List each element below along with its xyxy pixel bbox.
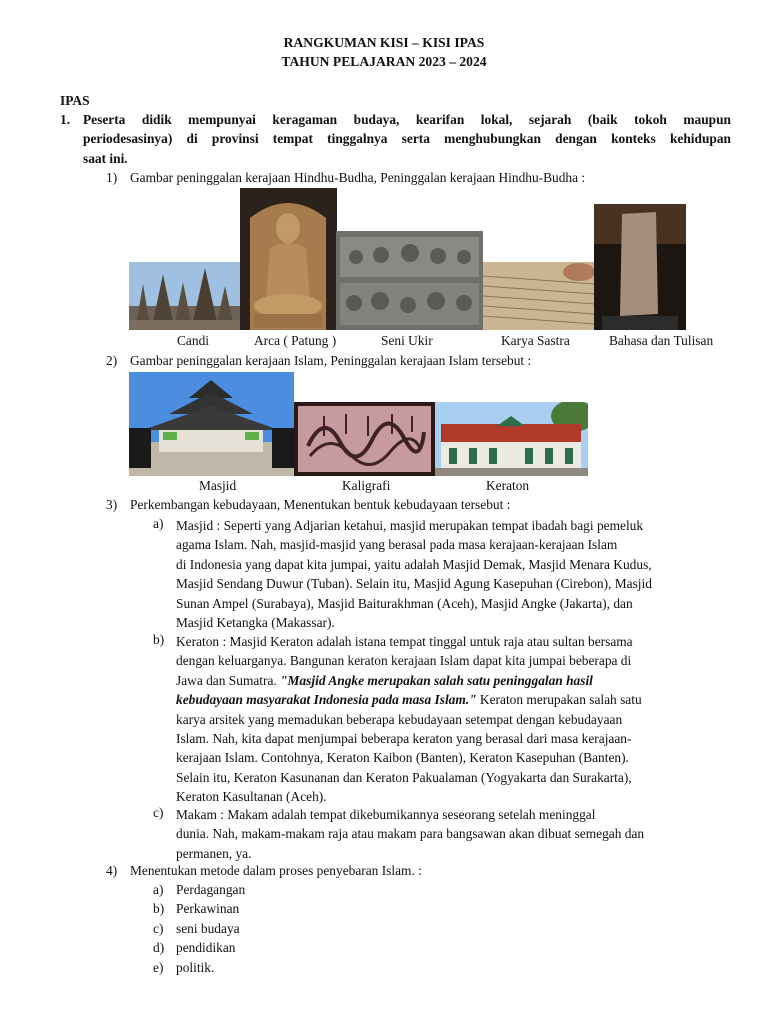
option-label: a): [153, 882, 164, 897]
seni-ukir-image: [336, 231, 483, 330]
para-line: di Indonesia yang dapat kita jumpai, yaitu adalah Masjid Demak, Masjid Menara Kudus,: [176, 556, 652, 572]
option-text: seni budaya: [176, 921, 240, 936]
para-line: dengan keluarganya. Bangunan keraton kerajaan Islam dapat kita jumpai beberapa di: [176, 653, 632, 669]
option-label: d): [153, 940, 165, 955]
emphasis-quote: kebudayaan masyarakat Indonesia pada masa Islam.": [176, 692, 477, 708]
doc-title: RANGKUMAN KISI – KISI IPAS: [283, 35, 485, 50]
sub-label-b: b): [153, 632, 165, 647]
item-text: Perkembangan kebudayaan, Menentukan bentuk kebudayaan tersebut :: [130, 497, 511, 512]
para-line: karya arsitek yang memadukan beberapa kebudayaan setempat dengan kebudayaan: [176, 711, 623, 727]
item-text: Gambar peninggalan kerajaan Islam, Peninggalan kerajaan Islam tersebut :: [130, 353, 532, 368]
option-label: e): [153, 960, 164, 975]
makam-paragraph: [176, 805, 732, 863]
doc-subtitle: TAHUN PELAJARAN 2023 – 2024: [281, 54, 487, 69]
bahasa-tulisan-image: [594, 204, 686, 330]
item-text: Menentukan metode dalam proses penyebaran Islam. :: [130, 863, 422, 878]
para-line: permanen, ya.: [176, 845, 252, 861]
item-number: 4): [106, 863, 118, 878]
candi-image: [129, 262, 241, 330]
emphasis-quote: "Masjid Angke merupakan salah satu peninggalan hasil: [280, 672, 593, 688]
option-text: Perkawinan: [176, 901, 240, 916]
para-line: Makam : Makam adalah tempat dikebumikannya seseorang setelah meninggal: [176, 807, 596, 822]
item-number: 2): [106, 353, 118, 368]
para-line: [176, 690, 732, 709]
sub-label-c: c): [153, 805, 164, 820]
para-line: Keraton Kasultanan (Aceh).: [176, 789, 327, 805]
para-line: Masjid Sendang Duwur (Tuban). Selain itu, Masjid Agung Kasepuhan (Cirebon), Masjid: [176, 576, 652, 592]
keraton-image: [435, 402, 588, 476]
para-line: Sunan Ampel (Surabaya), Masjid Baiturakhman (Aceh), Masjid Angke (Jakarta), dan: [176, 595, 633, 611]
para-text: Jawa dan Sumatra.: [176, 672, 281, 688]
para-line: Islam. Nah, kita dapat menjumpai beberapa keraton yang berasal dari masa kerajaan-: [176, 731, 632, 747]
point-line-3: saat ini.: [83, 151, 128, 166]
option-text: Perdagangan: [176, 882, 246, 897]
sub-label-a: a): [153, 516, 164, 531]
karya-sastra-image: [483, 262, 595, 330]
para-line: Masjid : Seperti yang Adjarian ketahui, masjid merupakan tempat ibadah bagi pemeluk: [176, 518, 644, 533]
point-number: 1.: [60, 112, 71, 127]
caption-seni-ukir: Seni Ukir: [381, 333, 433, 348]
para-text: Keraton merupakan salah satu: [476, 692, 642, 708]
para-line: kerajaan Islam. Contohnya, Keraton Kaibon (Banten), Keraton Kasepuhan (Banten).: [176, 750, 629, 766]
caption-kaligrafi: Kaligrafi: [342, 478, 391, 493]
caption-bahasa-tulisan: Bahasa dan Tulisan: [609, 333, 714, 348]
para-line: Masjid Ketangka (Makassar).: [176, 615, 335, 631]
para-line: agama Islam. Nah, masjid-masjid yang berasal pada masa kerajaan-kerajaan Islam: [176, 537, 618, 553]
caption-masjid: Masjid: [199, 478, 237, 493]
arca-image: [240, 188, 337, 330]
caption-karya-sastra: Karya Sastra: [501, 333, 570, 348]
kaligrafi-image: [294, 402, 435, 476]
masjid-image: [129, 372, 294, 476]
caption-arca: Arca ( Patung ): [254, 333, 337, 348]
para-line: Keraton : Masjid Keraton adalah istana tempat tinggal untuk raja atau sultan bersama: [176, 634, 633, 649]
item-number: 3): [106, 497, 118, 512]
caption-candi: Candi: [177, 333, 209, 348]
option-text: pendidikan: [176, 940, 236, 955]
option-label: b): [153, 901, 165, 916]
masjid-paragraph: [176, 516, 732, 632]
para-line: [176, 671, 732, 690]
option-label: c): [153, 921, 164, 936]
item-text: Gambar peninggalan kerajaan Hindhu-Budha, Peninggalan kerajaan Hindhu-Budha :: [130, 170, 586, 185]
caption-keraton: Keraton: [486, 478, 530, 493]
subject-heading: IPAS: [60, 93, 90, 108]
para-line: Selain itu, Keraton Kasunanan dan Keraton Pakualaman (Yogyakarta dan Surakarta),: [176, 769, 632, 785]
keraton-paragraph: [176, 632, 732, 807]
para-line: dunia. Nah, makam-makam raja atau makam para bangsawan akan dibuat semegah dan: [176, 826, 645, 842]
point-line-2: periodesasinya) di provinsi tempat tinggalnya serta menghubungkan dengan konteks kehidupan: [83, 131, 731, 146]
option-text: politik.: [176, 960, 215, 975]
point-line-1: Peserta didik mempunyai keragaman budaya, kearifan lokal, sejarah (baik tokoh maupun: [83, 112, 731, 127]
item-number: 1): [106, 170, 118, 185]
